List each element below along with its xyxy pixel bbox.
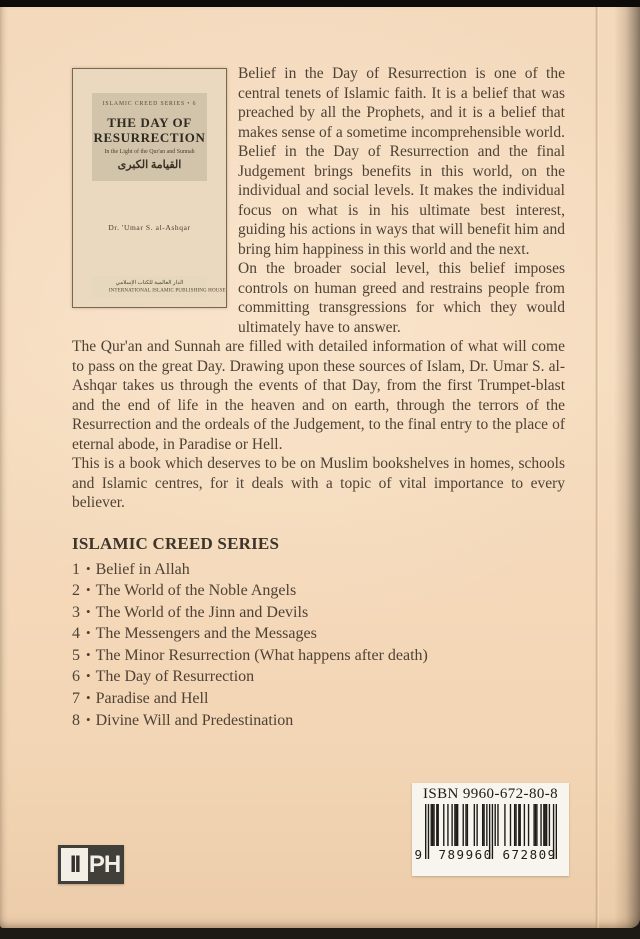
series-item-title: Paradise and Hell [95,690,209,708]
series-item-2 [72,580,565,602]
ean-first-digit: 9 [414,847,423,862]
series-item-number: 8 [72,711,80,729]
bullet-separator: • [86,625,91,641]
series-item-7 [72,688,565,710]
bullet-separator: • [86,711,91,727]
ean-left-group: 789960 [438,847,493,862]
cover-hinge-crease [595,7,599,928]
bullet-separator: • [86,646,91,662]
thumbnail-arabic-title: القيامة الكبرى [117,159,182,171]
series-item-title: Belief in Allah [95,560,190,578]
series-item-number: 2 [72,582,80,600]
blurb-paragraph-2: On the broader social level, this belief imposes controls on human greed and restrains people from committing transgressions for which they would ultimately have to answer. [238,260,565,336]
iiph-logo-right-letters: PH [88,850,121,878]
ean-digits-row [414,847,565,862]
bullet-separator: • [86,560,91,576]
bullet-separator: • [86,603,91,619]
series-item-number: 7 [72,690,80,708]
series-item-5 [72,645,565,667]
series-item-3 [72,602,565,624]
bullet-separator: • [86,690,91,706]
series-item-1 [72,559,565,581]
blurb-paragraph-4: This is a book which deserves to be on Muslim bookshelves in homes, schools and Islamic centres, for it deals with a topic of vital importance to every believer. [72,455,565,511]
thumbnail-publisher-band [92,276,226,298]
bullet-separator: • [86,582,91,598]
series-item-title: The Messengers and the Messages [95,625,317,643]
thumbnail-publisher-arabic: الدار العالمية للكتاب الإسلامي [115,279,184,286]
bullet-separator: • [86,668,91,684]
series-item-title: The World of the Jinn and Devils [95,603,309,621]
series-item-title: The World of the Noble Angels [95,582,297,600]
series-item-number: 5 [72,646,80,664]
isbn-number: ISBN 9960-672-80-8 [422,786,559,802]
series-item-6 [72,666,565,688]
blurb-paragraph-1: Belief in the Day of Resurrection is one of the central tenets of Islamic faith. It is a belief that was preached by all the Prophets, and it is a belief that makes sense of a sometime incomprehensible world. Belief in the Day of Resurrection and the final Judgement brings benefits in this world, on the individual and social levels. It makes the individual focus on what is in his ultimate best interest, guiding his actions in ways that will benefit him and bring him happiness in this world and the next. [238,65,565,258]
thumbnail-author: Dr. 'Umar S. al-Ashqar [108,223,191,232]
blurb-paragraph-3: The Qur'an and Sunnah are filled with detailed information of what will come to pass on the great Day. Drawing upon these sources of Islam, Dr. Umar S. al-Ashqar takes us through the events of that Day, from the first Trumpet-blast and the end of life in the heaven and on earth, through the terrors of the Resurrection and the ordeals of the Judgement, to the final entry to the place of eternal abode, in Paradise or Hell. [72,338,565,453]
isbn-barcode-sticker [412,783,569,876]
front-cover-thumbnail [72,68,227,308]
ean-barcode [414,804,565,862]
series-item-number: 1 [72,560,80,578]
thumbnail-publisher-name: INTERNATIONAL ISLAMIC PUBLISHING HOUSE [108,287,226,293]
thumbnail-book-subtitle: In the Light of the Qur'an and Sunnah [104,148,195,155]
thumbnail-series-label: ISLAMIC CREED SERIES • 6 [102,100,197,107]
series-item-number: 3 [72,603,80,621]
back-cover [0,7,640,928]
thumbnail-book-title: THE DAY OF RESURRECTION [93,115,206,145]
iiph-logo-left-letters: II [61,848,88,881]
series-item-number: 4 [72,625,80,643]
series-item-title: The Minor Resurrection (What happens after death) [95,646,428,664]
thumbnail-title-panel [92,93,207,181]
series-item-title: The Day of Resurrection [95,668,255,686]
series-item-title: Divine Will and Predestination [95,711,294,729]
series-item-4 [72,623,565,645]
series-list [72,559,565,732]
series-item-8 [72,710,565,732]
cover-right-edge-shadow [614,7,640,928]
series-item-number: 6 [72,668,80,686]
iiph-publisher-logo [58,845,124,884]
series-list-heading: ISLAMIC CREED SERIES [72,533,280,553]
ean-right-group: 672809 [502,847,557,862]
